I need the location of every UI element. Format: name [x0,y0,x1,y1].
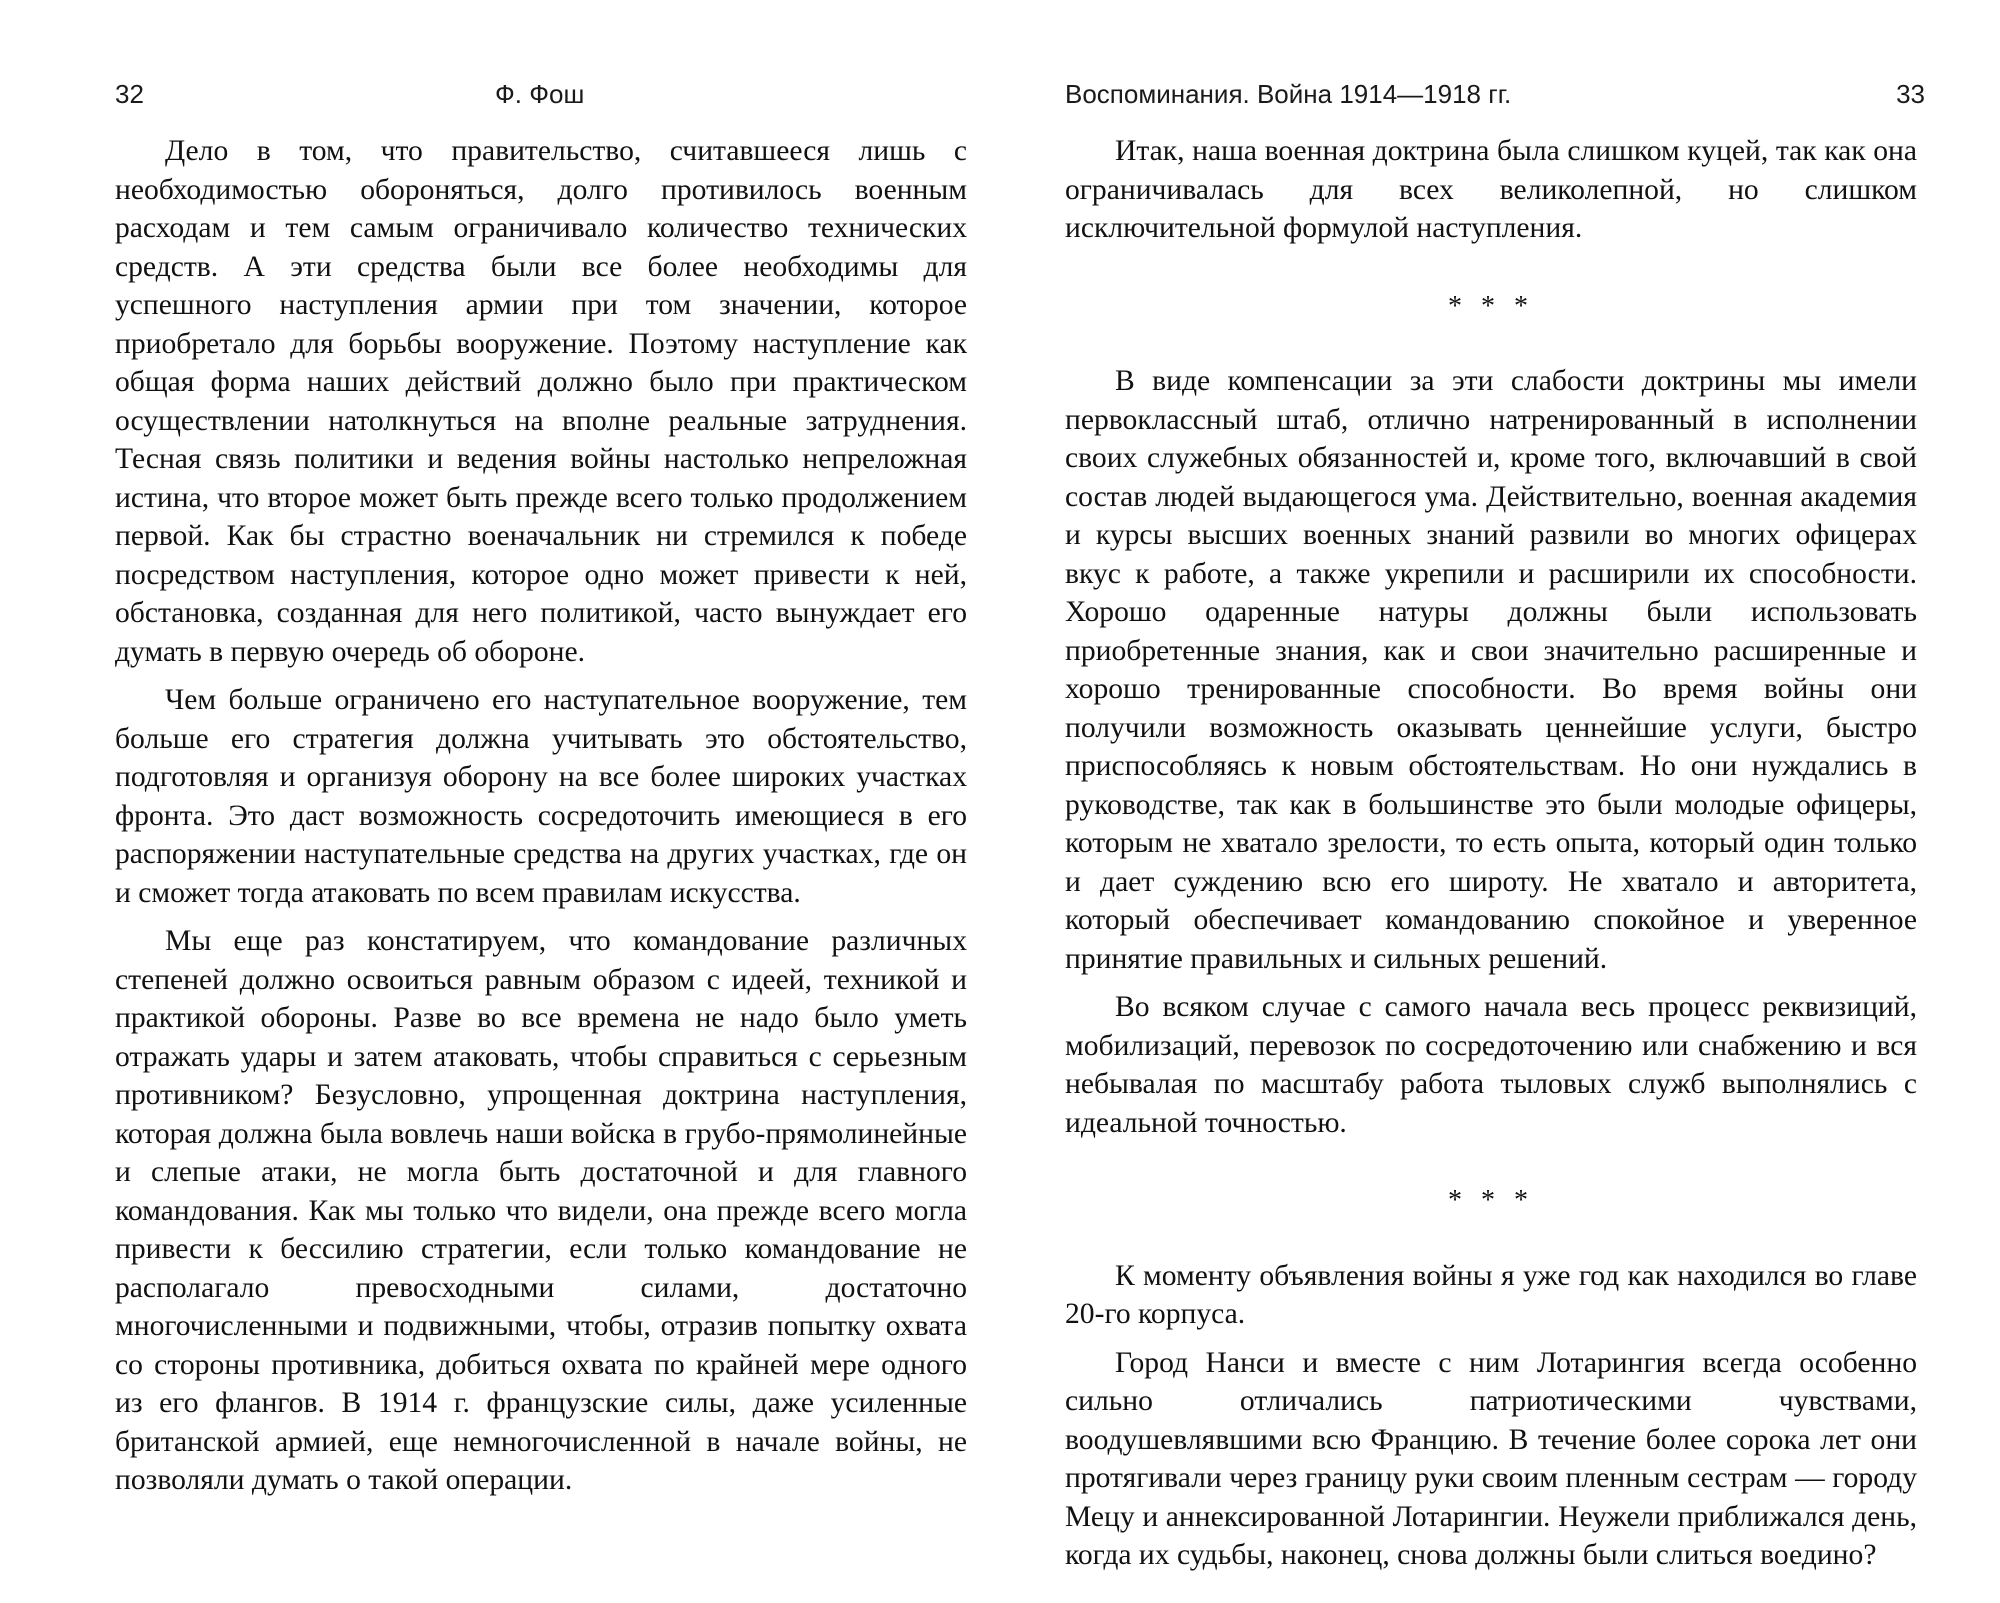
paragraph: В виде компенсации за эти слабости доктрины мы имели первоклассный штаб, отлично натренированный в исполнении своих служебных обязанностей и, кроме того, включавший в свой состав людей выдающегося ума. Действительно, военная академия и курсы высших военных знаний развили во многих офицерах вкус к работе, а также укрепили и расширили их способности. Хорошо одаренные натуры должны были использовать приобретенные знания, как и свои значительно расширенные и хорошо тренированные способности. Во время войны они получили возможность оказывать ценнейшие услуги, быстро приспособляясь к новым обстоятельствам. Но они нуждались в руководстве, так как в большинстве это были молодые офицеры, которым не хватало зрелости, то есть опыта, который один только и дает суждению всю его широту. Не хватало и авторитета, который обеспечивает командованию спокойное и уверенное принятие правильных и сильных решений. [1065,365,1917,975]
right-running-head [1065,74,1925,114]
paragraph: К моменту объявления войны я уже год как находился во главе 20-го корпуса. [1065,1259,1917,1330]
left-running-head [115,74,975,114]
left-page [115,0,975,1603]
left-running-title: Ф. Фош [495,79,585,109]
right-page-number: 33 [1896,79,1925,109]
paragraph: Во всяком случае с самого начала весь процесс реквизиций, мобилизаций, перевозок по сосредоточению или снабжению и вся небывалая по масштабу работа тыловых служб выполнялись с идеальной точностью. [1065,991,1917,1139]
paragraph: Город Нанси и вместе с ним Лотарингия всегда особенно сильно отличались патриотическими чувствами, воодушевлявшими всю Францию. В течение более сорока лет они протягивали через границу руки своим пленным сестрам — городу Мецу и аннексированной Лотарингии. Неужели приближался день, когда их судьбы, наконец, снова должны были слиться воедино? [1065,1346,1917,1571]
right-page-body [1065,132,1917,1585]
paragraph: Итак, наша военная доктрина была слишком куцей, так как она ограничивалась для всех великолепной, но слишком исключительной формулой наступления. [1065,135,1917,244]
paragraph: Чем больше ограничено его наступательное вооружение, тем больше его стратегия должна учитывать это обстоятельство, подготовляя и организуя оборону на все более широких участках фронта. Это даст возможность сосредоточить имеющиеся в его распоряжении наступательные средства на других участках, где он и сможет тогда атаковать по всем правилам искусства. [115,684,967,909]
left-page-number: 32 [115,79,144,109]
section-separator: * * * [1448,1185,1534,1216]
right-page [1065,0,1925,1603]
left-page-body [115,132,967,1500]
paragraph: Мы еще раз констатируем, что командование различных степеней должно освоиться равным образом с идеей, техникой и практикой обороны. Разве во все времена не надо было уметь отражать удары и затем атаковать, чтобы справиться с серьезным противником? Безусловно, упрощенная доктрина наступления, которая должна была вовлечь наши войска в грубо-прямолинейные и слепые атаки, не могла быть достаточной и для главного командования. Как мы только что видели, она прежде всего могла привести к бессилию стратегии, если только командование не располагало превосходными силами, достаточно многочисленными и подвижными, чтобы, отразив попытку охвата со стороны противника, добиться охвата по крайней мере одного из его флангов. В 1914 г. французские силы, даже усиленные британской армией, еще немногочисленной в начале войны, не позволяли думать о такой операции. [115,925,967,1496]
right-running-title: Воспоминания. Война 1914—1918 гг. [1065,79,1512,109]
section-separator: * * * [1448,290,1534,322]
paragraph: Дело в том, что правительство, считавшееся лишь с необходимостью обороняться, долго противилось военным расходам и тем самым ограничивало количество технических средств. А эти средства были все более необходимы для успешного наступления армии при том значении, которое приобретало для борьбы вооружение. Поэтому наступление как общая форма наших действий должно было при практическом осуществлении натолкнуться на вполне реальные затруднения. Тесная связь политики и ведения войны настолько непреложная истина, что второе может быть прежде всего только продолжением первой. Как бы страстно военачальник ни стремился к победе посредством наступления, которое одно может привести к ней, обстановка, созданная для него политикой, часто вынуждает его думать в первую очередь об обороне. [115,135,967,668]
